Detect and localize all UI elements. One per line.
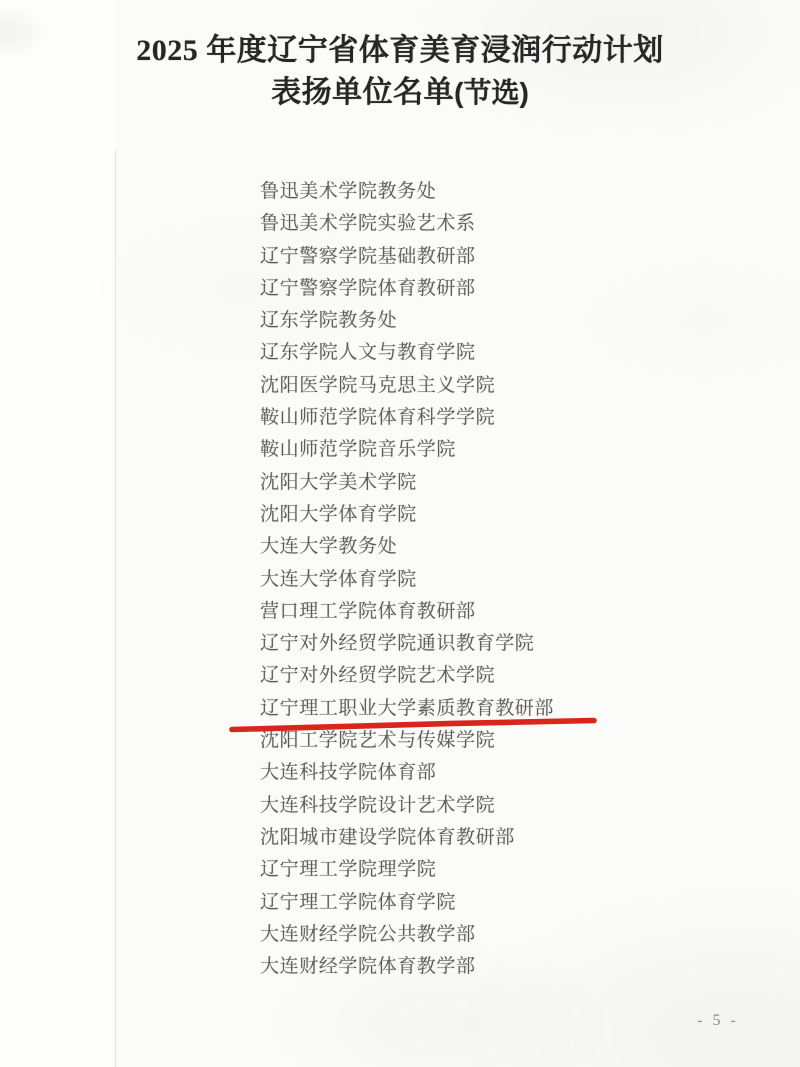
list-item: 鲁迅美术学院教务处 — [260, 181, 437, 202]
list-item: 大连大学体育学院 — [260, 568, 417, 590]
list-item: 辽宁警察学院基础教研部 — [260, 245, 476, 267]
list-item: 辽宁理工学院理学院 — [260, 859, 437, 881]
title-line-1: 2025 年度辽宁省体育美育浸润行动计划 — [136, 34, 664, 67]
list-item: 大连财经学院体育教学部 — [260, 956, 476, 978]
list-item: 大连财经学院公共教学部 — [260, 923, 476, 945]
list-item-highlighted: 辽宁理工职业大学素质教育教研部 — [260, 697, 555, 719]
commended-units-list — [260, 176, 740, 983]
list-item: 大连大学教务处 — [260, 536, 398, 558]
list-item: 沈阳城市建设学院体育教研部 — [260, 826, 515, 848]
list-item: 大连科技学院设计艺术学院 — [260, 794, 496, 816]
list-item: 营口理工学院体育教研部 — [260, 600, 476, 622]
list-item: 辽宁警察学院体育教研部 — [260, 277, 476, 299]
title-line-2-suffix: (节选) — [454, 77, 529, 108]
list-item: 沈阳医学院马克思主义学院 — [260, 374, 496, 396]
list-item: 辽东学院人文与教育学院 — [260, 342, 476, 364]
title-line-2-main: 表扬单位名单 — [271, 76, 455, 109]
list-item: 沈阳大学体育学院 — [260, 503, 417, 525]
list-item: 辽宁理工学院体育学院 — [260, 891, 457, 913]
page-number: - 5 - — [697, 1012, 739, 1029]
list-item: 鞍山师范学院音乐学院 — [260, 439, 457, 461]
list-item: 辽宁对外经贸学院通识教育学院 — [260, 633, 535, 655]
title-line-2 — [0, 72, 800, 114]
document-title — [0, 30, 800, 114]
list-item: 沈阳大学美术学院 — [260, 471, 417, 493]
scan-artifact-line — [115, 150, 116, 1067]
list-item: 鞍山师范学院体育科学学院 — [260, 407, 496, 429]
list-item: 辽东学院教务处 — [260, 310, 398, 332]
list-item: 辽宁对外经贸学院艺术学院 — [260, 665, 496, 687]
list-item: 鲁迅美术学院实验艺术系 — [260, 213, 476, 235]
list-item: 大连科技学院体育部 — [260, 762, 437, 784]
list-item: 沈阳工学院艺术与传媒学院 — [260, 730, 496, 752]
